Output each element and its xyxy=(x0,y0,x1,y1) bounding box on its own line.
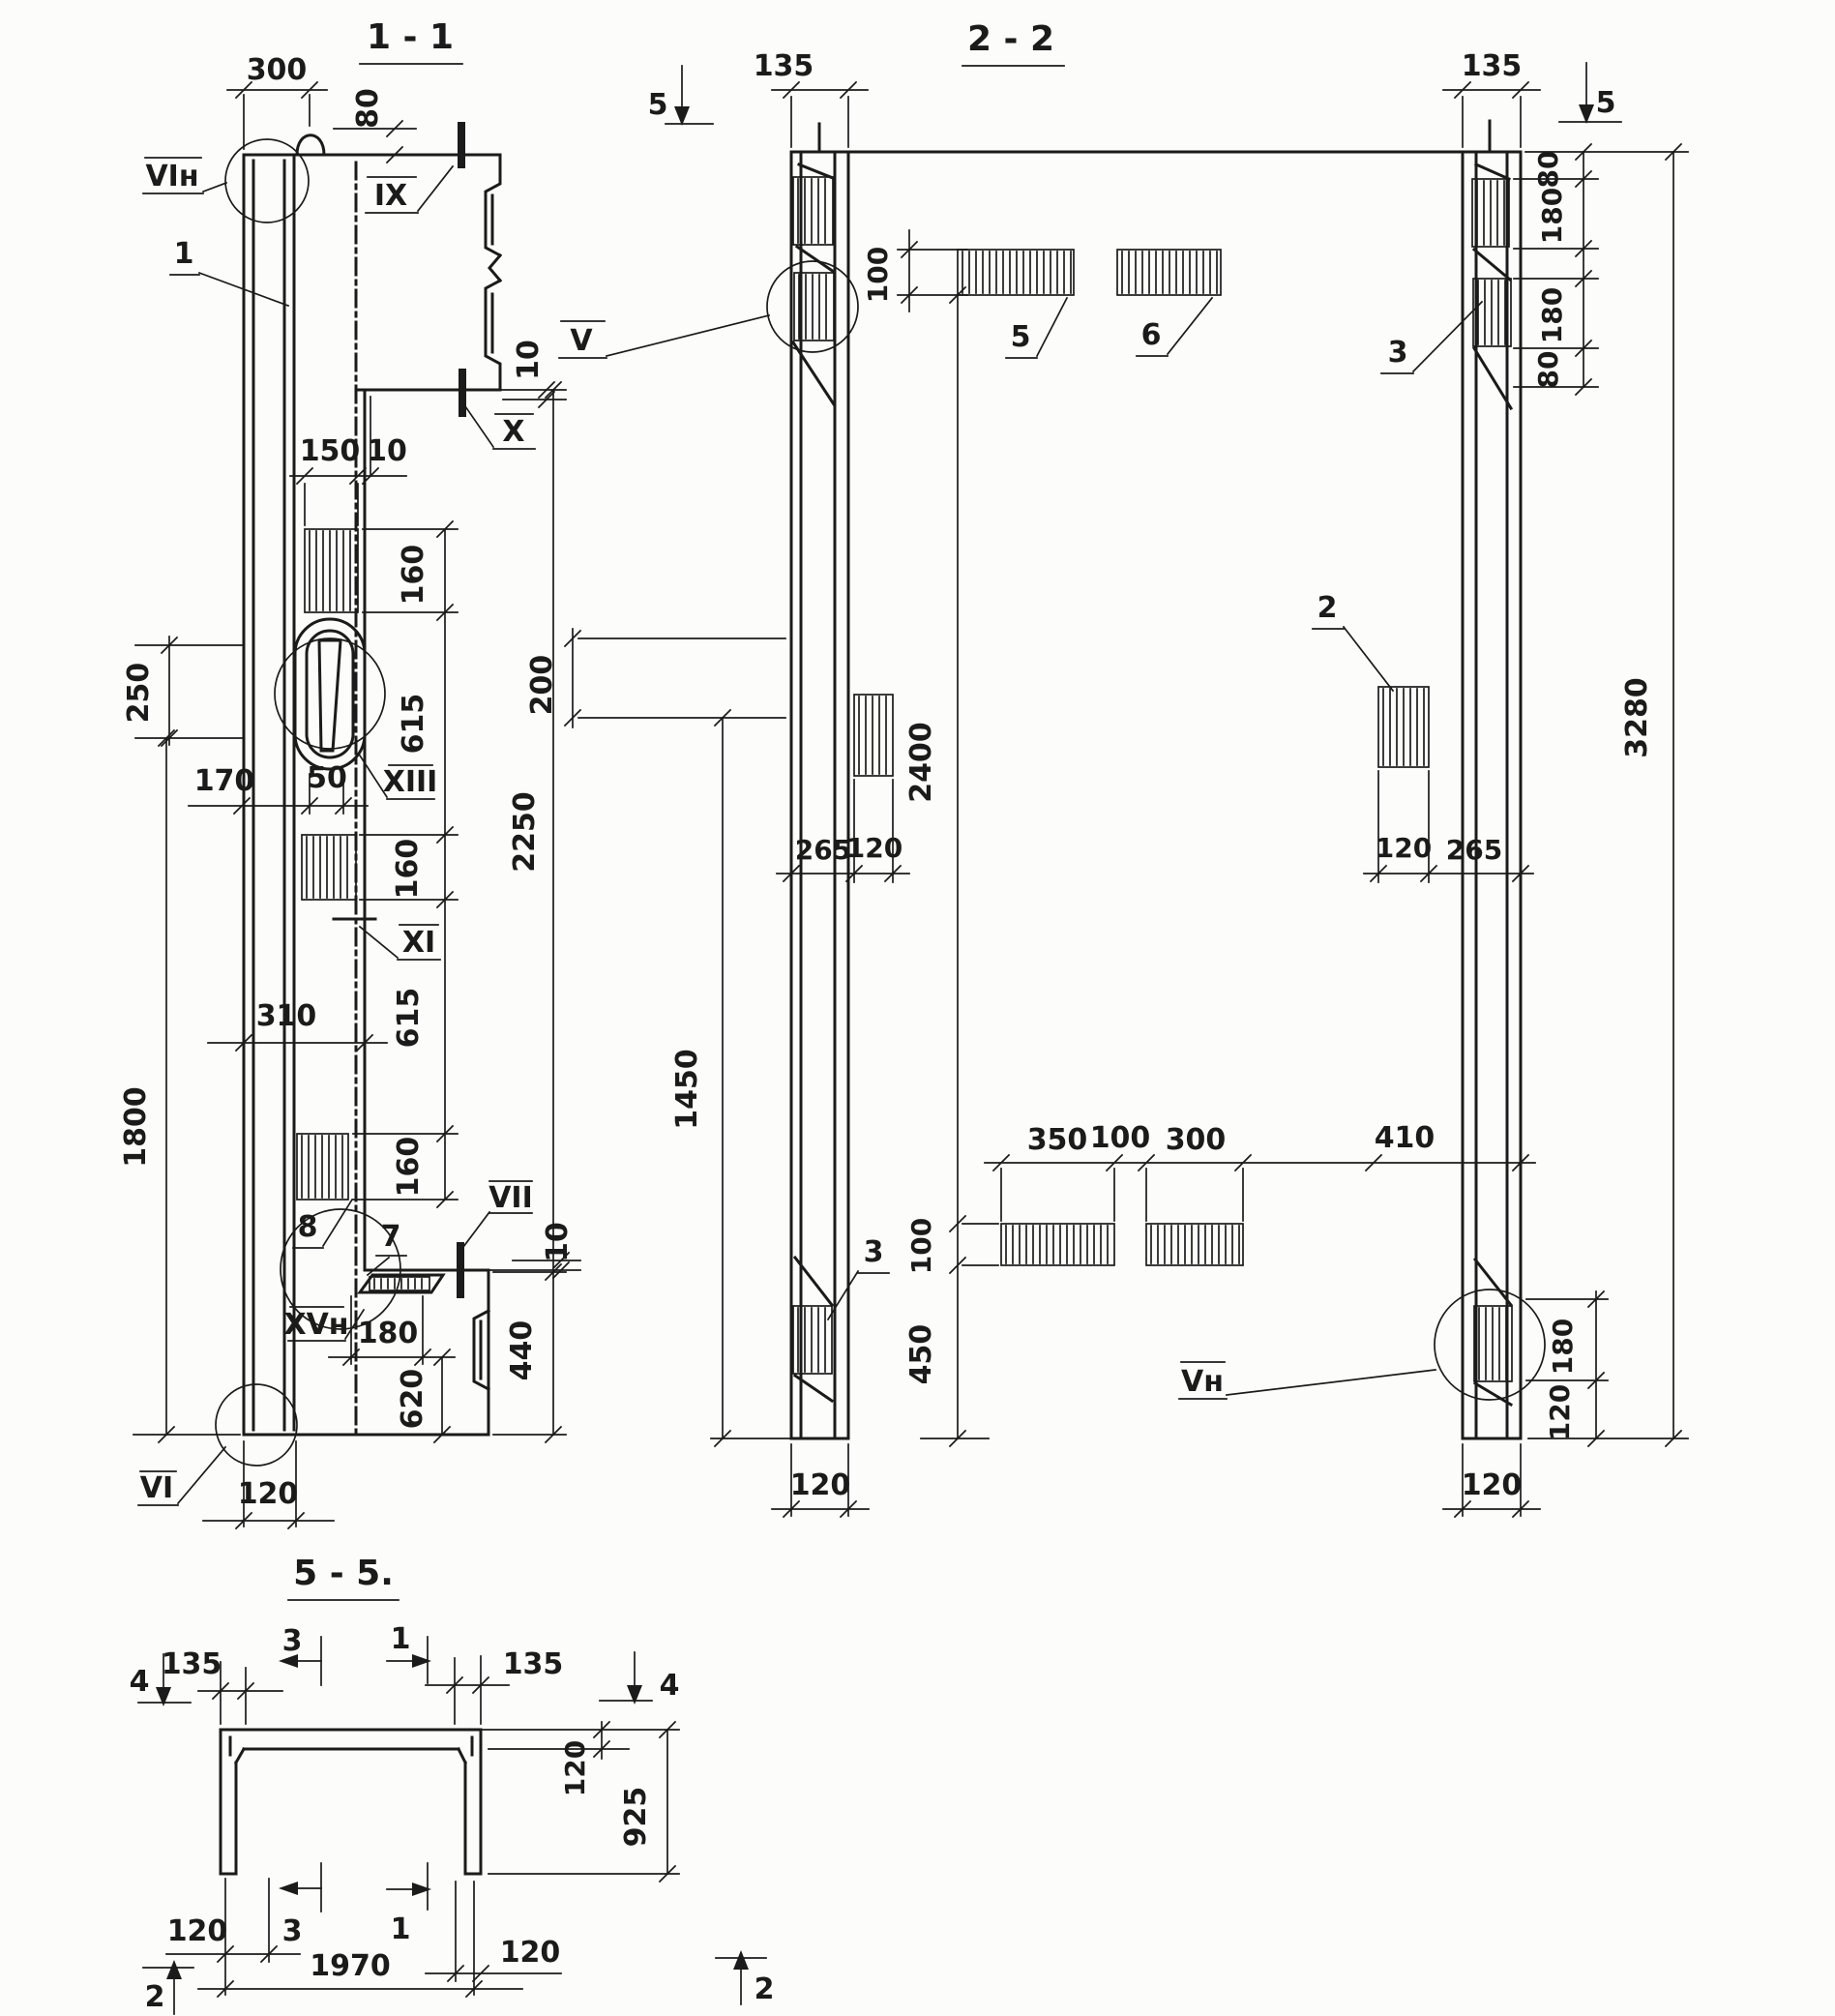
dim-160-c: 160 xyxy=(392,1136,426,1198)
dim-120-bl: 120 xyxy=(166,1914,228,1948)
dim-300: 300 xyxy=(1165,1123,1227,1157)
stirrup-zone xyxy=(793,177,833,245)
dim-50: 50 xyxy=(307,761,347,795)
dim-250: 250 xyxy=(122,662,156,724)
item-5: 5 xyxy=(1010,320,1031,354)
mesh-bar xyxy=(1146,1224,1243,1265)
s11-texts xyxy=(119,17,575,1511)
dim-300: 300 xyxy=(246,53,308,87)
dim-350: 350 xyxy=(1026,1123,1088,1157)
dim-120-top: 120 xyxy=(559,1739,591,1797)
dim-160-a: 160 xyxy=(397,544,430,606)
marker-5-left: 5 xyxy=(647,88,668,122)
dim-80: 80 xyxy=(351,88,385,129)
section-5-5 xyxy=(130,1554,775,2014)
dim-265-right: 265 xyxy=(1445,834,1503,866)
s55-title: 5 - 5. xyxy=(293,1554,394,1593)
dim-180: 180 xyxy=(357,1317,419,1350)
dim-1450: 1450 xyxy=(670,1049,704,1130)
dim-200: 200 xyxy=(525,654,559,716)
item-3-right: 3 xyxy=(1387,336,1408,370)
stirrup-zone xyxy=(793,1306,832,1374)
dim-80-b: 80 xyxy=(1532,350,1564,389)
dim-925: 925 xyxy=(619,1786,653,1848)
s11-slot-inner xyxy=(307,631,353,757)
dim-120-br: 120 xyxy=(499,1936,561,1970)
label-VIn: VIн xyxy=(145,160,199,193)
section-2-2 xyxy=(525,19,1688,1517)
dim-100-mid: 100 xyxy=(1089,1121,1151,1155)
s11-title: 1 - 1 xyxy=(366,17,455,57)
label-IX: IX xyxy=(373,179,408,213)
dim-120-left: 120 xyxy=(845,832,903,864)
dim-10-gap: 10 xyxy=(367,434,407,468)
s11-lifting-loop xyxy=(297,135,324,155)
dim-10-top: 10 xyxy=(512,340,546,380)
marker-2-left: 2 xyxy=(144,1980,165,2014)
dim-135-left: 135 xyxy=(161,1647,222,1681)
s22-texts xyxy=(525,19,1654,1502)
marker-3-bottom: 3 xyxy=(281,1914,303,1948)
dim-450: 450 xyxy=(904,1323,938,1385)
dim-120-rb: 120 xyxy=(1544,1383,1576,1441)
label-XVn: XVн xyxy=(283,1308,349,1342)
marker-4-left: 4 xyxy=(129,1665,150,1699)
dim-135-right: 135 xyxy=(1461,49,1523,83)
marker-1-bottom: 1 xyxy=(390,1912,411,1946)
s11-outline xyxy=(244,135,500,1435)
dim-120: 120 xyxy=(237,1477,299,1511)
dim-3280: 3280 xyxy=(1620,677,1654,758)
label-XIII: XIII xyxy=(382,765,438,799)
dim-180-b: 180 xyxy=(1536,286,1568,344)
dim-135-right: 135 xyxy=(502,1647,564,1681)
dim-150: 150 xyxy=(299,434,361,468)
dim-80-a: 80 xyxy=(1532,150,1564,189)
dim-120-br: 120 xyxy=(1461,1468,1523,1502)
marker-1-top: 1 xyxy=(390,1622,411,1656)
dim-180-a: 180 xyxy=(1536,187,1568,245)
dim-120-bl: 120 xyxy=(789,1468,851,1502)
label-VII: VII xyxy=(488,1181,533,1215)
item-7: 7 xyxy=(380,1220,401,1254)
label-VI: VI xyxy=(139,1471,174,1505)
dim-100-bottom: 100 xyxy=(905,1217,937,1275)
dim-410: 410 xyxy=(1374,1121,1435,1155)
s11-cut-marks xyxy=(460,126,462,1294)
mesh-bar-5 xyxy=(958,250,1074,295)
dim-2400: 2400 xyxy=(904,722,938,803)
dim-120-right: 120 xyxy=(1375,832,1433,864)
dim-100-top: 100 xyxy=(862,246,894,304)
dim-135-left: 135 xyxy=(753,49,814,83)
dim-440: 440 xyxy=(505,1319,539,1381)
item-8: 8 xyxy=(297,1210,318,1244)
label-X: X xyxy=(502,415,525,449)
label-V: V xyxy=(570,324,593,358)
anchor-block xyxy=(854,695,893,776)
detail-circle-VIn xyxy=(225,139,309,222)
s22-title: 2 - 2 xyxy=(966,19,1055,59)
dim-170: 170 xyxy=(193,764,255,798)
dim-310: 310 xyxy=(255,999,317,1033)
s55-texts xyxy=(130,1554,775,2014)
s11-slot-core xyxy=(319,640,340,751)
item-3-left: 3 xyxy=(863,1235,884,1269)
item-2: 2 xyxy=(1317,591,1338,625)
dim-265-left: 265 xyxy=(794,834,852,866)
detail-circle-XIII xyxy=(275,638,385,749)
dim-180-rb: 180 xyxy=(1547,1318,1579,1376)
marker-4-right: 4 xyxy=(659,1669,680,1703)
dim-2250: 2250 xyxy=(508,791,542,873)
item-6: 6 xyxy=(1140,318,1162,352)
dim-615-a: 615 xyxy=(397,693,430,755)
label-XI: XI xyxy=(401,926,436,960)
dim-160-b: 160 xyxy=(391,838,425,900)
s55-outline xyxy=(221,1730,481,1874)
mesh-bar xyxy=(1001,1224,1114,1265)
marker-2-right: 2 xyxy=(754,1972,775,2006)
marker-3-top: 3 xyxy=(281,1624,303,1658)
item-1: 1 xyxy=(173,237,194,271)
dim-615-b: 615 xyxy=(392,987,426,1049)
dim-10-bottom: 10 xyxy=(541,1222,575,1262)
marker-5-right: 5 xyxy=(1595,86,1616,120)
dim-1970: 1970 xyxy=(310,1949,391,1983)
label-Vn: Vн xyxy=(1181,1365,1224,1399)
dim-1800: 1800 xyxy=(119,1086,153,1168)
section-1-1 xyxy=(119,17,580,1528)
dim-620: 620 xyxy=(396,1368,429,1430)
